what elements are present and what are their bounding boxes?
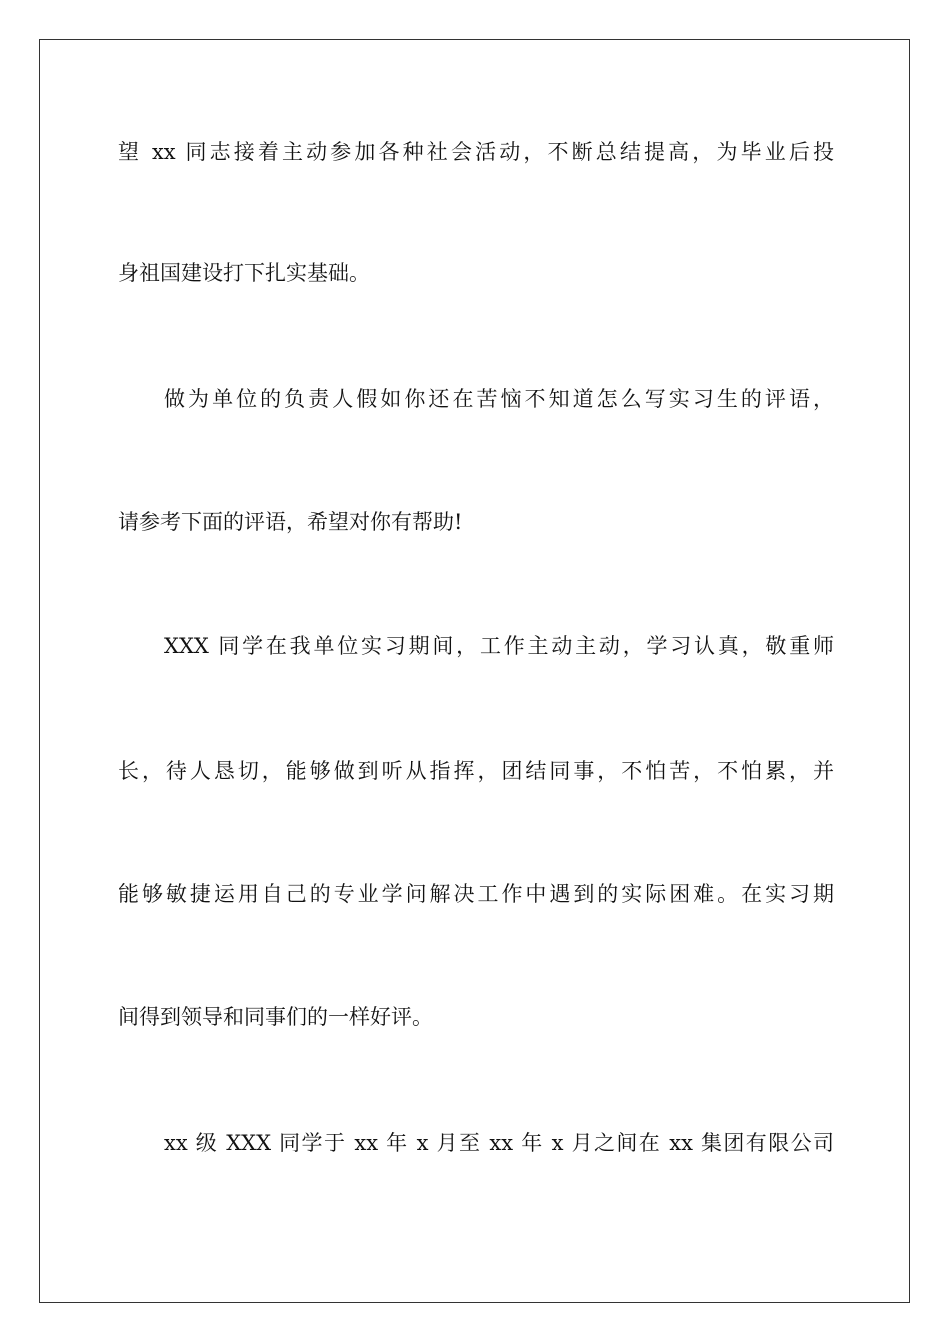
text-line: 望 xx 同志接着主动参加各种社会活动，不断总结提高，为毕业后投 (118, 140, 834, 164)
text-line: 身祖国建设打下扎实基础。 (118, 261, 370, 285)
text-line: 长，待人恳切，能够做到听从指挥，团结同事，不怕苦，不怕累，并 (118, 759, 834, 783)
text-line: 请参考下面的评语，希望对你有帮助! (118, 510, 463, 534)
page-border (39, 39, 910, 1303)
text-line: xx 级 XXX 同学于 xx 年 x 月至 xx 年 x 月之间在 xx 集团有限公司 (164, 1131, 834, 1155)
text-line: 做为单位的负责人假如你还在苦恼不知道怎么写实习生的评语， (164, 387, 834, 411)
text-line: 能够敏捷运用自己的专业学问解决工作中遇到的实际困难。在实习期 (118, 882, 834, 906)
text-line: 间得到领导和同事们的一样好评。 (118, 1005, 433, 1029)
text-line: XXX 同学在我单位实习期间，工作主动主动，学习认真，敬重师 (164, 634, 834, 658)
